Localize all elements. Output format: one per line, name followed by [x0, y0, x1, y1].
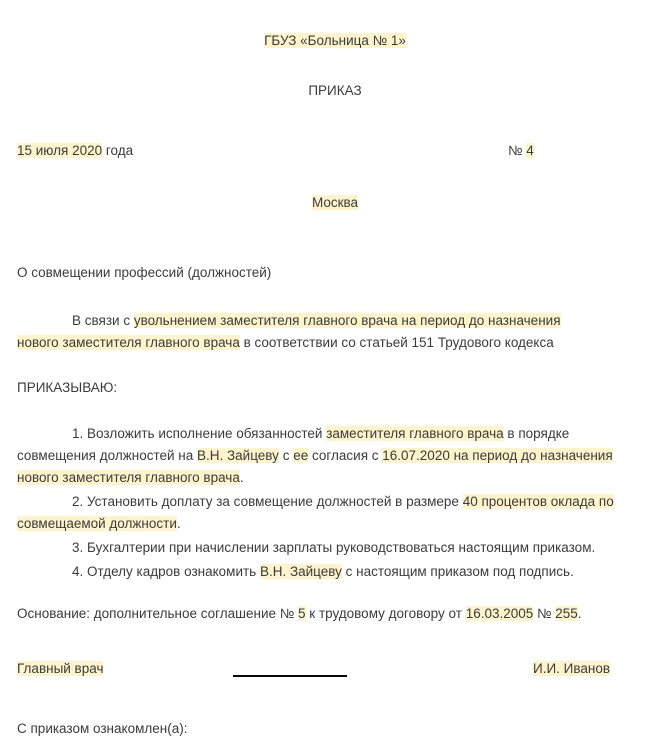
- doc-type-title: ПРИКАЗ: [308, 83, 362, 98]
- text-run: в порядке совмещения должностей на: [17, 426, 570, 463]
- doc-number: [508, 140, 534, 162]
- highlighted-text-run: 16.03.2005: [465, 606, 534, 621]
- highlighted-text-run: 5: [298, 606, 306, 621]
- org-name: ГБУЗ «Больница № 1»: [264, 33, 406, 48]
- text-run: .: [176, 516, 181, 531]
- highlighted-text-run: ее: [293, 448, 309, 463]
- date-number-row: [17, 140, 653, 162]
- highlighted-text-run: В.Н. Зайцеву: [259, 564, 342, 579]
- highlighted-text-run: 40 процентов оклада по совмещаемой должности: [17, 494, 614, 531]
- text-run: №: [533, 606, 556, 621]
- highlighted-text-run: увольнением заместителя главного врача на период до назначения нового заместителя главного врача: [17, 313, 561, 350]
- doc-subject: О совмещении профессий (должностей): [17, 265, 272, 280]
- text-run: 4. Отделу кадров ознакомить: [72, 564, 260, 579]
- basis-line: [17, 603, 653, 625]
- order-item-3: [17, 537, 627, 559]
- signature-line: [233, 675, 347, 677]
- acknowledgement-line: С приказом ознакомлен(а):: [17, 721, 188, 736]
- text-run: согласия с: [308, 448, 383, 463]
- text-run: .: [577, 606, 582, 621]
- doc-date: [17, 143, 133, 158]
- text-run: в соответствии со статьей 151 Трудового кодекса: [239, 335, 554, 350]
- text-run: года: [102, 143, 134, 158]
- signature-row: [17, 658, 653, 680]
- signatory-name: [533, 658, 610, 680]
- doc-city-line: [17, 192, 653, 214]
- order-keyword: ПРИКАЗЫВАЮ:: [17, 380, 118, 395]
- order-item-4: [17, 561, 627, 583]
- signatory-position: [17, 661, 103, 676]
- text-run: Основание: дополнительное соглашение №: [17, 606, 299, 621]
- text-run: с настоящим приказом под подпись.: [341, 564, 574, 579]
- text-run: 3. Бухгалтерии при начислении зарплаты руководствоваться настоящим приказом.: [72, 540, 596, 555]
- highlighted-text-run: 4: [526, 143, 534, 158]
- preamble: [17, 310, 587, 354]
- highlighted-text-run: И.И. Иванов: [533, 661, 611, 676]
- text-run: 1. Возложить исполнение обязанностей: [72, 426, 327, 441]
- text-run: .: [239, 470, 244, 485]
- highlighted-text-run: Главный врач: [17, 661, 104, 676]
- text-run: с: [278, 448, 294, 463]
- text-run: №: [508, 143, 527, 158]
- highlighted-text-run: В.Н. Зайцеву: [197, 448, 279, 463]
- org-name-line: [17, 30, 653, 52]
- highlighted-text-run: 15 июля 2020: [17, 143, 103, 158]
- highlighted-text-run: заместителя главного врача: [326, 426, 504, 441]
- highlighted-text-run: 255: [555, 606, 578, 621]
- doc-city: Москва: [311, 195, 359, 210]
- text-run: к трудовому договору от: [305, 606, 466, 621]
- highlighted-text-run: 16.07.2020 на период до назначения нового заместителя главного врача: [17, 448, 613, 485]
- text-run: В связи с: [72, 313, 134, 328]
- text-run: 2. Установить доплату за совмещение должностей в размере: [72, 494, 463, 509]
- order-item-2: [17, 491, 627, 535]
- order-item-1: [17, 423, 627, 489]
